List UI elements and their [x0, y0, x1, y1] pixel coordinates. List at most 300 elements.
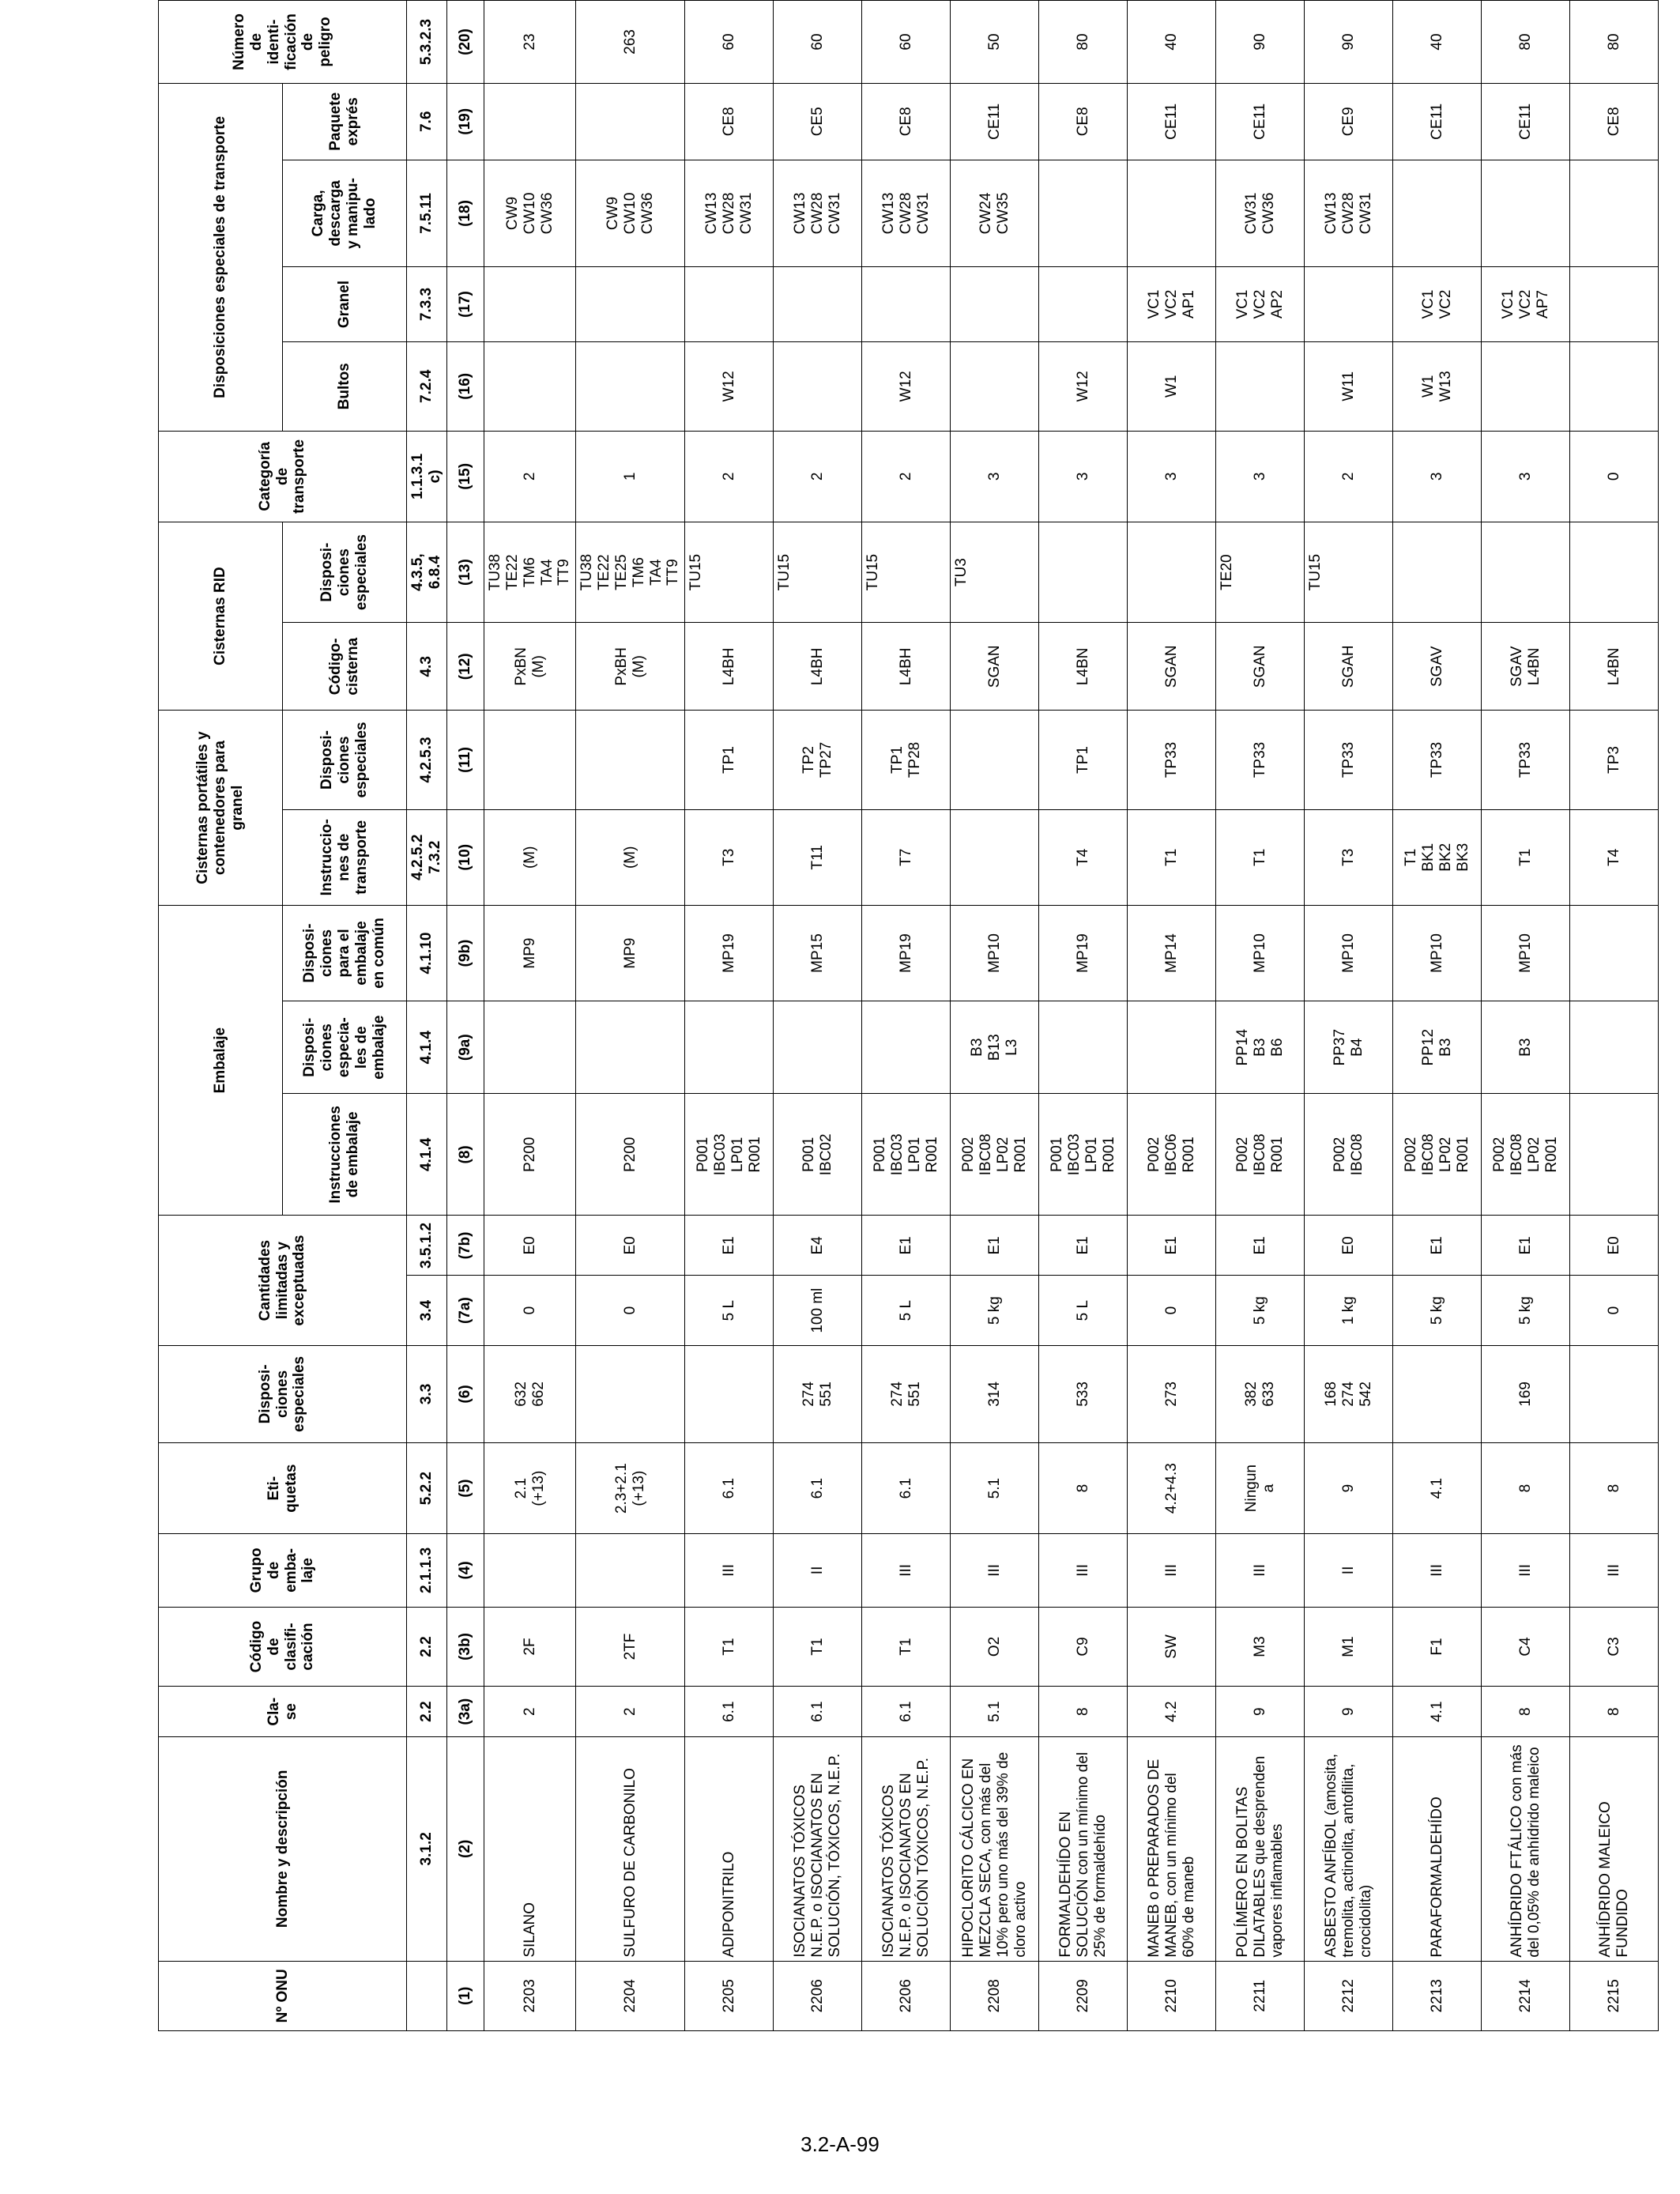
table-cell: L4BN — [1570, 623, 1659, 711]
page-number: 3.2-A-99 — [800, 2132, 880, 2156]
header-cisternas-rid: Cisternas RID — [159, 522, 283, 710]
table-cell: L4BH — [774, 623, 862, 711]
table-cell: TU15 — [685, 522, 774, 622]
header-carga: Carga, descarga y manipu- lado — [283, 160, 407, 267]
table-cell — [576, 267, 685, 342]
table-cell: P001 IBC03 LP01 R001 — [685, 1094, 774, 1216]
header-cantidades: Cantidades limitadas y exceptuadas — [159, 1216, 407, 1345]
table-cell: T1 — [774, 1607, 862, 1687]
onu-number: 2206 — [774, 1961, 862, 2030]
table-cell — [685, 267, 774, 342]
table-cell: T4 — [1570, 809, 1659, 905]
table-cell: CE8 — [1039, 84, 1128, 160]
table-row — [1482, 1, 1570, 2031]
table-cell: P200 — [484, 1094, 576, 1216]
table-cell: TU15 — [774, 522, 862, 622]
table-cell: 3 — [1128, 431, 1216, 522]
table-cell: P200 — [576, 1094, 685, 1216]
ref-cell-11: 4.1.10 — [407, 905, 447, 1001]
table-cell: P001 IBC02 — [774, 1094, 862, 1216]
table-cell: MP10 — [1305, 905, 1393, 1001]
table-cell: T1 — [862, 1607, 951, 1687]
table-cell: 4.2+4.3 — [1128, 1443, 1216, 1534]
table-cell: 0 — [484, 1276, 576, 1345]
col-num-cell-2: (3a) — [447, 1687, 484, 1737]
table-cell — [1216, 341, 1305, 431]
table-cell: E1 — [1128, 1216, 1216, 1276]
table-cell: E0 — [1305, 1216, 1393, 1276]
table-cell: 1 — [576, 431, 685, 522]
table-cell: 1 kg — [1305, 1276, 1393, 1345]
table-cell: 0 — [1570, 431, 1659, 522]
table-cell — [1128, 1001, 1216, 1094]
table-cell: TP1 — [685, 711, 774, 809]
table-cell: P002 IBC08 — [1305, 1094, 1393, 1216]
header-disp-embalaje-comun: Disposi- ciones para el embalaje en común — [283, 905, 407, 1001]
onu-number: 2211 — [1216, 1961, 1305, 2030]
ref-cell-7: 3.4 — [407, 1276, 447, 1345]
substance-name: POLÍMERO EN BOLITAS DILATABLES que desprenden vapores inflamables — [1216, 1737, 1305, 1962]
table-cell: 0 — [1128, 1276, 1216, 1345]
table-cell: MP14 — [1128, 905, 1216, 1001]
table-cell: 3 — [1039, 431, 1128, 522]
table-cell: 8 — [1570, 1443, 1659, 1534]
table-cell: TP1 TP28 — [862, 711, 951, 809]
table-cell — [1482, 160, 1570, 267]
table-cell: III — [685, 1534, 774, 1607]
table-cell: TU38 TE22 TE25 TM6 TA4 TT9 — [576, 522, 685, 622]
table-cell: SGAV — [1393, 623, 1482, 711]
table-cell: TP1 — [1039, 711, 1128, 809]
table-cell: 6.1 — [685, 1443, 774, 1534]
ref-cell-9: 4.1.4 — [407, 1094, 447, 1216]
table-cell: O2 — [951, 1607, 1039, 1687]
table-cell: TU3 — [951, 522, 1039, 622]
table-cell: B3 B13 L3 — [951, 1001, 1039, 1094]
col-num-cell-4: (4) — [447, 1534, 484, 1607]
table-cell: CE9 — [1305, 84, 1393, 160]
table-cell: P002 IBC08 LP02 R001 — [1393, 1094, 1482, 1216]
table-row — [1216, 1, 1305, 2031]
table-cell — [484, 1534, 576, 1607]
table-cell: 263 — [576, 1, 685, 84]
table-cell: T1 — [1482, 809, 1570, 905]
table-cell: CW24 CW35 — [951, 160, 1039, 267]
table-cell: MP10 — [1393, 905, 1482, 1001]
table-cell: MP10 — [1216, 905, 1305, 1001]
table-row — [1305, 1, 1393, 2031]
table-cell: E0 — [576, 1216, 685, 1276]
table-cell — [1482, 522, 1570, 622]
table-cell — [576, 1345, 685, 1442]
col-num-cell-18: (17) — [447, 267, 484, 342]
ref-cell-4: 2.1.1.3 — [407, 1534, 447, 1607]
header-nombre: Nombre y descripción — [159, 1737, 407, 1962]
table-cell: 6.1 — [862, 1687, 951, 1737]
onu-number: 2204 — [576, 1961, 685, 2030]
table-cell: E4 — [774, 1216, 862, 1276]
table-cell: VC1 VC2 AP1 — [1128, 267, 1216, 342]
table-cell: SGAV L4BN — [1482, 623, 1570, 711]
table-row — [1393, 1, 1482, 2031]
table-cell: CE5 — [774, 84, 862, 160]
table-cell: E1 — [862, 1216, 951, 1276]
table-cell: T3 — [1305, 809, 1393, 905]
header-etiquetas: Eti- quetas — [159, 1443, 407, 1534]
table-cell: TP33 — [1393, 711, 1482, 809]
ref-cell-2: 2.2 — [407, 1687, 447, 1737]
col-num-cell-19: (18) — [447, 160, 484, 267]
substance-name: ASBESTO ANFÍBOL (amosita, tremolita, actinolita, antofilita, crocidolita) — [1305, 1737, 1393, 1962]
table-cell: 60 — [685, 1, 774, 84]
table-cell: TP2 TP27 — [774, 711, 862, 809]
substance-name: SILANO — [484, 1737, 576, 1962]
substance-name: HIPOCLORITO CÁLCICO EN MEZCLA SECA, con más del 10% pero uno más del 39% de cloro activo — [951, 1737, 1039, 1962]
table-cell: 6.1 — [862, 1443, 951, 1534]
table-cell: L4BH — [862, 623, 951, 711]
table-cell — [1128, 160, 1216, 267]
col-num-cell-16: (15) — [447, 431, 484, 522]
table-cell — [1570, 160, 1659, 267]
table-row — [1128, 1, 1216, 2031]
table-cell: 2 — [484, 431, 576, 522]
header-onu: Nº ONU — [159, 1961, 407, 2030]
table-cell: TP33 — [1482, 711, 1570, 809]
table-cell: 2TF — [576, 1607, 685, 1687]
table-cell — [862, 267, 951, 342]
table-cell: E1 — [1393, 1216, 1482, 1276]
table-cell: II — [1305, 1534, 1393, 1607]
table-cell: F1 — [1393, 1607, 1482, 1687]
table-cell — [685, 1345, 774, 1442]
table-cell: 0 — [1570, 1276, 1659, 1345]
column-number-row — [447, 1, 484, 2031]
table-cell: P001 IBC03 LP01 R001 — [1039, 1094, 1128, 1216]
table-cell: 2F — [484, 1607, 576, 1687]
table-cell: CE8 — [685, 84, 774, 160]
table-cell: 533 — [1039, 1345, 1128, 1442]
header-cisternas-portatiles: Cisternas portátiles y contenedores para granel — [159, 711, 283, 906]
table-cell: 90 — [1305, 1, 1393, 84]
table-cell — [1039, 160, 1128, 267]
table-cell: C9 — [1039, 1607, 1128, 1687]
rotated-table-page — [158, 0, 1631, 2031]
table-cell: 2 — [685, 431, 774, 522]
table-row — [951, 1, 1039, 2031]
table-cell — [576, 1534, 685, 1607]
col-num-cell-15: (13) — [447, 522, 484, 622]
table-cell: 9 — [1305, 1687, 1393, 1737]
table-cell: W11 — [1305, 341, 1393, 431]
header-instrucciones-transporte: Instruccio- nes de transporte — [283, 809, 407, 905]
table-cell: PP12 B3 — [1393, 1001, 1482, 1094]
header-embalaje: Embalaje — [159, 905, 283, 1216]
table-cell — [685, 1001, 774, 1094]
header-disposiciones: Disposi- ciones especiales — [159, 1345, 407, 1442]
table-cell: 274 551 — [774, 1345, 862, 1442]
header-bultos: Bultos — [283, 341, 407, 431]
ref-cell-16: 1.1.3.1 c) — [407, 431, 447, 522]
col-num-cell-8: (7b) — [447, 1216, 484, 1276]
table-cell: CW13 CW28 CW31 — [685, 160, 774, 267]
table-cell — [1570, 1094, 1659, 1216]
table-cell: 60 — [862, 1, 951, 84]
table-cell: 4.1 — [1393, 1443, 1482, 1534]
reference-row — [407, 1, 447, 2031]
table-cell: 3 — [1216, 431, 1305, 522]
table-cell — [1039, 1001, 1128, 1094]
table-cell — [484, 267, 576, 342]
table-cell: CW13 CW28 CW31 — [862, 160, 951, 267]
header-paquete: Paquete exprés — [283, 84, 407, 160]
col-num-cell-5: (5) — [447, 1443, 484, 1534]
col-num-cell-10: (9a) — [447, 1001, 484, 1094]
table-cell: W12 — [862, 341, 951, 431]
table-cell — [1393, 160, 1482, 267]
table-cell: 6.1 — [685, 1687, 774, 1737]
table-cell — [576, 341, 685, 431]
table-cell: 273 — [1128, 1345, 1216, 1442]
table-cell: W12 — [1039, 341, 1128, 431]
substance-name: ISOCIANATOS TÓXICOS N.E.P. o ISOCIANATOS EN SOLUCIÓN, TÓXICOS, N.E.P. — [774, 1737, 862, 1962]
ref-cell-21: 5.3.2.3 — [407, 1, 447, 84]
table-cell — [1570, 1001, 1659, 1094]
col-num-cell-12: (10) — [447, 809, 484, 905]
onu-number: 2214 — [1482, 1961, 1570, 2030]
table-cell: III — [1039, 1534, 1128, 1607]
table-cell: T1 — [685, 1607, 774, 1687]
table-cell: III — [1570, 1534, 1659, 1607]
col-num-cell-20: (19) — [447, 84, 484, 160]
table-cell: CW9 CW10 CW36 — [484, 160, 576, 267]
table-cell: T4 — [1039, 809, 1128, 905]
substance-name: ISOCIANATOS TÓXICOS N.E.P. o ISOCIANATOS EN SOLUCIÓN TÓXICOS, N.E.P. — [862, 1737, 951, 1962]
table-cell: 80 — [1039, 1, 1128, 84]
ref-cell-12: 4.2.5.2 7.3.2 — [407, 809, 447, 905]
ref-cell-17: 7.2.4 — [407, 341, 447, 431]
table-cell: M3 — [1216, 1607, 1305, 1687]
table-cell: III — [1128, 1534, 1216, 1607]
onu-number: 2205 — [685, 1961, 774, 2030]
dangerous-goods-table — [158, 0, 1659, 2031]
table-row — [862, 1, 951, 2031]
table-cell: 50 — [951, 1, 1039, 84]
table-cell: 8 — [1482, 1443, 1570, 1534]
table-cell: T1 BK1 BK2 BK3 — [1393, 809, 1482, 905]
table-cell — [774, 267, 862, 342]
table-cell: P002 IBC08 R001 — [1216, 1094, 1305, 1216]
table-cell: 3 — [951, 431, 1039, 522]
table-cell: PP37 B4 — [1305, 1001, 1393, 1094]
table-cell — [951, 809, 1039, 905]
col-num-cell-13: (11) — [447, 711, 484, 809]
header-clase: Cla- se — [159, 1687, 407, 1737]
substance-name: ANHÍDRIDO FTÁLICO con más del 0,05% de anhídrido maleico — [1482, 1737, 1570, 1962]
table-cell: III — [862, 1534, 951, 1607]
ref-cell-19: 7.5.11 — [407, 160, 447, 267]
table-cell: SGAH — [1305, 623, 1393, 711]
table-cell: P002 IBC08 LP02 R001 — [951, 1094, 1039, 1216]
table-cell: PxBN (M) — [484, 623, 576, 711]
table-cell — [951, 341, 1039, 431]
table-cell: MP15 — [774, 905, 862, 1001]
table-row — [484, 1, 576, 2031]
table-cell: P002 IBC08 LP02 R001 — [1482, 1094, 1570, 1216]
table-cell: 5 kg — [1393, 1276, 1482, 1345]
col-num-cell-11: (9b) — [447, 905, 484, 1001]
table-cell: PxBH (M) — [576, 623, 685, 711]
ref-cell-3: 2.2 — [407, 1607, 447, 1687]
ref-cell-13: 4.2.5.3 — [407, 711, 447, 809]
table-cell: MP19 — [1039, 905, 1128, 1001]
table-cell: TP3 — [1570, 711, 1659, 809]
table-cell: SW — [1128, 1607, 1216, 1687]
table-cell: 4.1 — [1393, 1687, 1482, 1737]
table-cell: 9 — [1305, 1443, 1393, 1534]
table-cell: CE11 — [1482, 84, 1570, 160]
table-cell: C4 — [1482, 1607, 1570, 1687]
table-cell — [1570, 267, 1659, 342]
table-cell — [862, 1001, 951, 1094]
table-cell: B3 — [1482, 1001, 1570, 1094]
table-cell: 168 274 542 — [1305, 1345, 1393, 1442]
substance-name: FORMALDEHÍDO EN SOLUCIÓN con un mínimo del 25% de formaldehído — [1039, 1737, 1128, 1962]
col-num-cell-6: (6) — [447, 1345, 484, 1442]
ref-cell-1: 3.1.2 — [407, 1737, 447, 1962]
table-cell: VC1 VC2 — [1393, 267, 1482, 342]
table-cell — [951, 267, 1039, 342]
table-cell: (M) — [484, 809, 576, 905]
table-cell: T1 — [1216, 809, 1305, 905]
col-num-cell-0: (1) — [447, 1961, 484, 2030]
table-cell: CW13 CW28 CW31 — [1305, 160, 1393, 267]
table-cell: 2.1 (+13) — [484, 1443, 576, 1534]
substance-name: MANEB o PREPARADOS DE MANEB, con un mínimo del 60% de maneb — [1128, 1737, 1216, 1962]
table-cell: 80 — [1482, 1, 1570, 84]
col-num-cell-3: (3b) — [447, 1607, 484, 1687]
table-cell — [774, 1001, 862, 1094]
table-cell: MP10 — [1482, 905, 1570, 1001]
table-cell — [1570, 522, 1659, 622]
table-cell: TP33 — [1305, 711, 1393, 809]
header-disp-especiales-embalaje: Disposi- ciones especia- les de embalaje — [283, 1001, 407, 1094]
table-cell: 5 kg — [1482, 1276, 1570, 1345]
table-cell — [576, 1001, 685, 1094]
col-num-cell-14: (12) — [447, 623, 484, 711]
table-cell: 3 — [1482, 431, 1570, 522]
table-cell: III — [951, 1534, 1039, 1607]
onu-number: 2209 — [1039, 1961, 1128, 2030]
table-cell — [1128, 522, 1216, 622]
ref-cell-8: 3.5.1.2 — [407, 1216, 447, 1276]
table-cell — [1570, 341, 1659, 431]
header-codigo-cisterna: Código- cisterna — [283, 623, 407, 711]
table-cell: 8 — [1482, 1687, 1570, 1737]
table-cell: E1 — [951, 1216, 1039, 1276]
table-cell — [1393, 522, 1482, 622]
table-cell: III — [1216, 1534, 1305, 1607]
table-cell — [1570, 905, 1659, 1001]
table-cell: CW13 CW28 CW31 — [774, 160, 862, 267]
table-cell: CE11 — [951, 84, 1039, 160]
table-cell — [484, 84, 576, 160]
table-cell: 9 — [1216, 1687, 1305, 1737]
table-cell: 274 551 — [862, 1345, 951, 1442]
table-cell: 6.1 — [774, 1443, 862, 1534]
table-cell: 5 kg — [951, 1276, 1039, 1345]
header-disp-transporte: Disposiciones especiales de transporte — [159, 84, 283, 432]
table-cell — [576, 711, 685, 809]
onu-number: 2212 — [1305, 1961, 1393, 2030]
header-categoria: Categoría de transporte — [159, 431, 407, 522]
table-cell: 632 662 — [484, 1345, 576, 1442]
ref-cell-20: 7.6 — [407, 84, 447, 160]
table-cell: MP19 — [862, 905, 951, 1001]
table-cell: III — [1482, 1534, 1570, 1607]
table-cell: 2 — [774, 431, 862, 522]
table-cell: T7 — [862, 809, 951, 905]
header-instrucciones-embalaje: Instrucciones de embalaje — [283, 1094, 407, 1216]
table-cell: MP9 — [484, 905, 576, 1001]
table-cell: CE8 — [1570, 84, 1659, 160]
table-cell: E1 — [1216, 1216, 1305, 1276]
table-cell: M1 — [1305, 1607, 1393, 1687]
table-row — [1570, 1, 1659, 2031]
table-cell: 8 — [1039, 1687, 1128, 1737]
table-cell: PP14 B3 B6 — [1216, 1001, 1305, 1094]
table-cell: III — [1393, 1534, 1482, 1607]
table-cell: 5.1 — [951, 1687, 1039, 1737]
table-cell — [774, 341, 862, 431]
table-cell: P001 IBC03 LP01 R001 — [862, 1094, 951, 1216]
table-cell: W12 — [685, 341, 774, 431]
table-cell: 4.2 — [1128, 1687, 1216, 1737]
table-cell: 0 — [576, 1276, 685, 1345]
ref-cell-10: 4.1.4 — [407, 1001, 447, 1094]
table-cell: SGAN — [1216, 623, 1305, 711]
onu-number: 2210 — [1128, 1961, 1216, 2030]
table-cell: VC1 VC2 AP7 — [1482, 267, 1570, 342]
table-cell: 60 — [774, 1, 862, 84]
header-disp-especiales-rid: Disposi- ciones especiales — [283, 522, 407, 622]
onu-number: 2215 — [1570, 1961, 1659, 2030]
table-cell: VC1 VC2 AP2 — [1216, 267, 1305, 342]
col-num-cell-7: (7a) — [447, 1276, 484, 1345]
header-numero-peligro: Número de identi- ficación de peligro — [159, 1, 407, 84]
table-cell — [1039, 267, 1128, 342]
table-cell: 2 — [1305, 431, 1393, 522]
header-granel: Granel — [283, 267, 407, 342]
table-cell: TU15 — [862, 522, 951, 622]
table-cell: E0 — [1570, 1216, 1659, 1276]
table-cell — [484, 341, 576, 431]
table-cell: 3 — [1393, 431, 1482, 522]
table-cell: 100 ml — [774, 1276, 862, 1345]
ref-cell-0 — [407, 1961, 447, 2030]
col-num-cell-1: (2) — [447, 1737, 484, 1962]
table-row — [576, 1, 685, 2031]
table-cell: 2.3+2.1 (+13) — [576, 1443, 685, 1534]
table-cell: CE11 — [1128, 84, 1216, 160]
table-cell — [1039, 522, 1128, 622]
table-cell — [576, 84, 685, 160]
ref-cell-18: 7.3.3 — [407, 267, 447, 342]
table-cell: E1 — [1039, 1216, 1128, 1276]
table-cell: 169 — [1482, 1345, 1570, 1442]
table-cell: E0 — [484, 1216, 576, 1276]
onu-number: 2213 — [1393, 1961, 1482, 2030]
table-cell: 8 — [1570, 1687, 1659, 1737]
